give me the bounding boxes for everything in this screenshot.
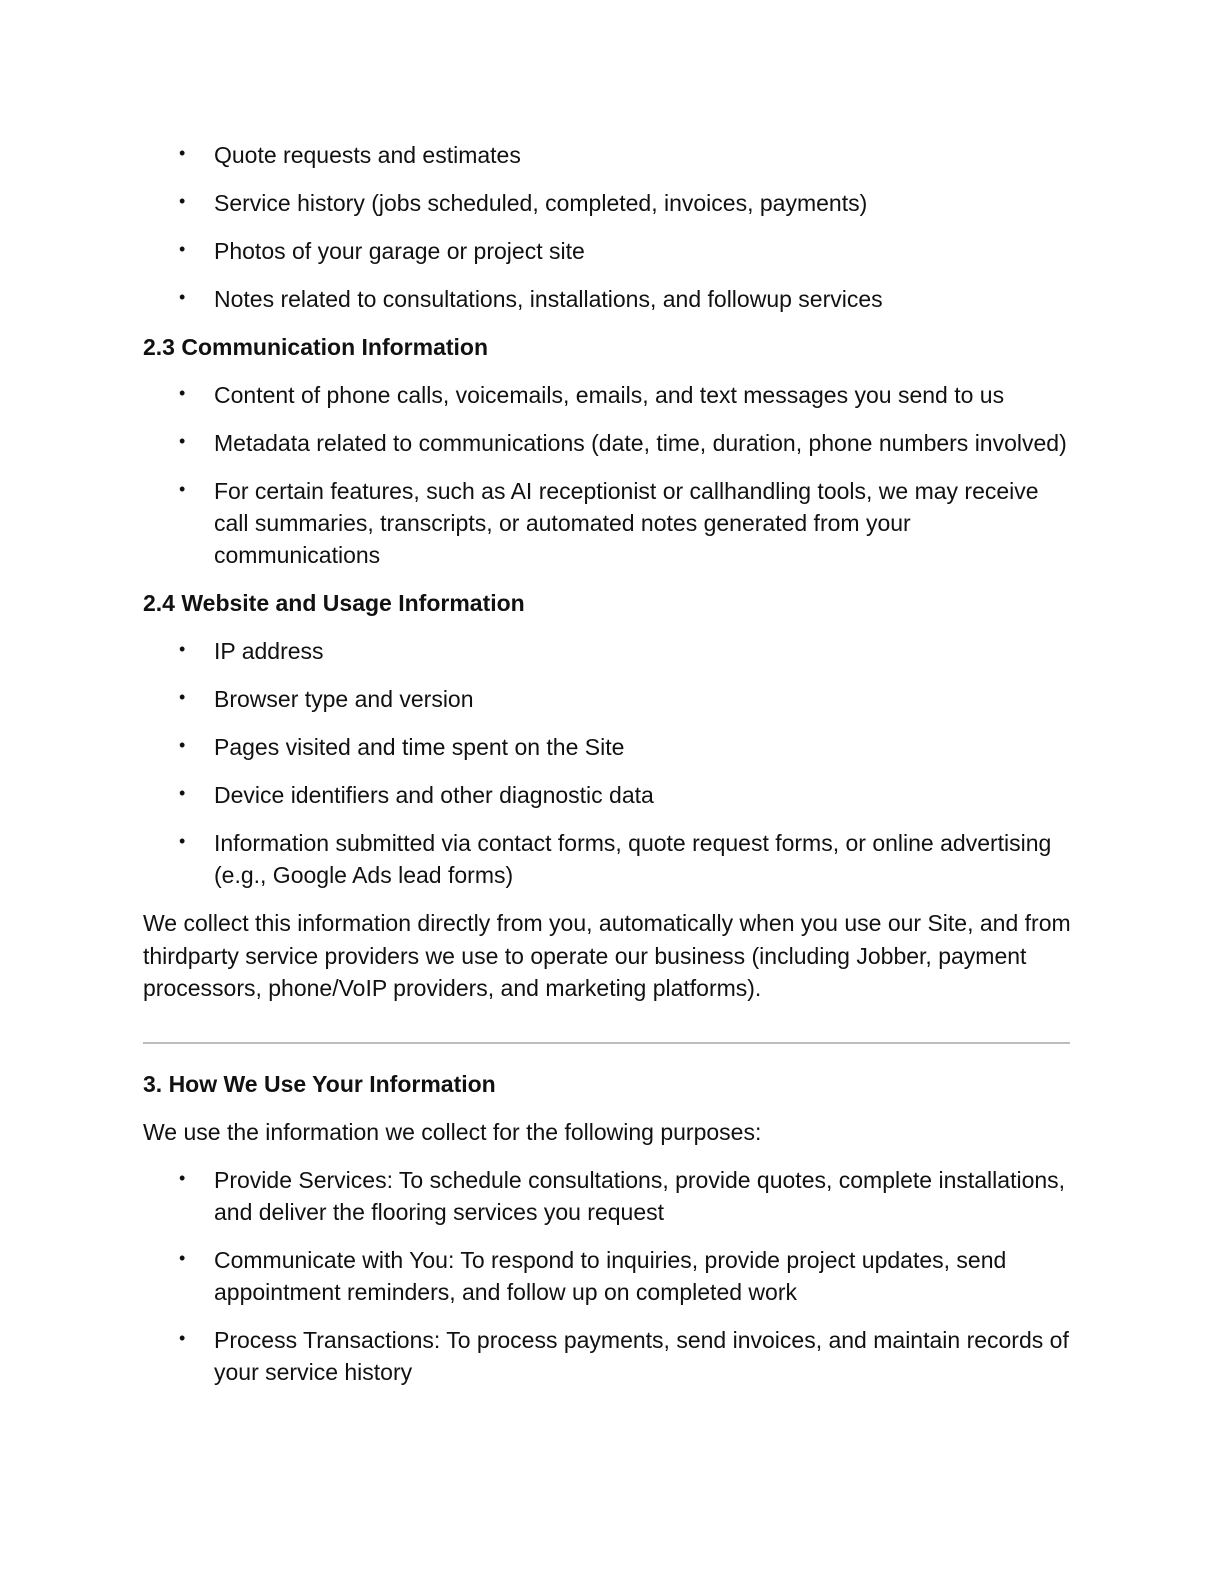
section-heading-communication: 2.3 Communication Information [143,334,489,360]
list-item-text: Metadata related to communications (date, time, duration, phone numbers involved) [214,430,1067,456]
collection-sources-paragraph: We collect this information directly from you, automatically when you use our Site, and from thirdparty service providers we use to operate our business (including Jobber, payment processors, phone/VoIP providers, and marketing platforms). [143,910,1071,1001]
bullet: • [179,287,186,307]
list-item-text: Quote requests and estimates [214,142,521,168]
list-item [143,283,1073,315]
list-item [143,235,1073,267]
list-item-text: Information submitted via contact forms, quote request forms, or online advertising (e.g., Google Ads lead forms) [214,830,1052,888]
list-item [143,427,1073,459]
list-item [143,635,1073,667]
list-item-text: Content of phone calls, voicemails, emails, and text messages you send to us [214,382,1005,408]
list-item-text: For certain features, such as AI receptionist or callhandling tools, we may receive call summaries, transcripts, or automated notes generated from your communications [214,478,1039,568]
list-item [143,827,1073,891]
bullet: • [179,479,186,499]
list-item-text: Provide Services: To schedule consultations, provide quotes, complete installations, and deliver the flooring services you request [214,1167,1066,1225]
usage-intro-paragraph: We use the information we collect for the following purposes: [143,1118,762,1145]
list-item [143,779,1073,811]
list-item [143,187,1073,219]
list-item [143,731,1073,763]
list-item [143,139,1073,171]
communication-info-list [143,379,1073,571]
bullet: • [179,783,186,803]
list-item [143,683,1073,715]
section-heading-website-usage: 2.4 Website and Usage Information [143,590,525,616]
list-item [143,1244,1073,1308]
bullet: • [179,1248,186,1268]
bullet: • [179,191,186,211]
bullet: • [179,687,186,707]
bullet: • [179,639,186,659]
bullet: • [179,143,186,163]
list-item [143,1324,1073,1388]
list-item [143,1164,1073,1228]
list-item [143,379,1073,411]
bullet: • [179,831,186,851]
bullet: • [179,1328,186,1348]
list-item-text: Notes related to consultations, installations, and followup services [214,286,883,312]
list-item-text: Pages visited and time spent on the Site [214,734,625,760]
section-heading-how-we-use: 3. How We Use Your Information [143,1070,496,1097]
bullet: • [179,431,186,451]
usage-purposes-list [143,1164,1073,1388]
list-item-text: Service history (jobs scheduled, completed, invoices, payments) [214,190,868,216]
list-item-text: Photos of your garage or project site [214,238,585,264]
list-item-text: Device identifiers and other diagnostic data [214,782,654,808]
document-page [143,139,1073,1404]
bullet: • [179,735,186,755]
collected-info-list [143,139,1073,315]
list-item [143,475,1073,571]
list-item-text: Communicate with You: To respond to inquiries, provide project updates, send appointment reminders, and follow up on completed work [214,1247,1007,1305]
bullet: • [179,383,186,403]
list-item-text: Process Transactions: To process payments, send invoices, and maintain records of your service history [214,1327,1069,1385]
list-item-text: IP address [214,638,324,664]
bullet: • [179,1168,186,1188]
bullet: • [179,239,186,259]
section-divider [143,1042,1070,1044]
list-item-text: Browser type and version [214,686,474,712]
website-usage-list [143,635,1073,891]
